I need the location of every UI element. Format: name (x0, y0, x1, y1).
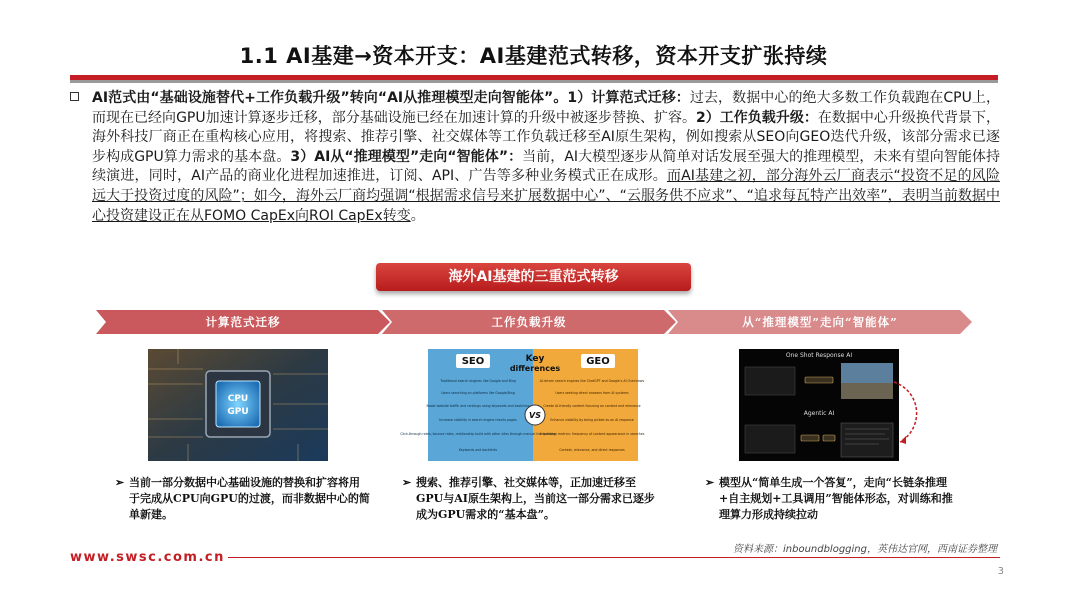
summary-paragraph (70, 89, 1000, 226)
chip-label-cpu: CPU (227, 394, 249, 404)
caption-workload (402, 475, 660, 523)
caption-workload-text: 搜索、推荐引擎、社交媒体等，正加速迁移至GPU与AI原生架构上，当前这一部分需求已逐步成为GPU需求的“基本盘”。 (416, 476, 655, 521)
seo-item-2: Users searching on platforms like Google/Bing (441, 391, 515, 395)
point-1-body: 过去，数据中心的绝大多数工作负载跑在CPU上，而现在已经向GPU加速计算逐步迁移，部分基础设施已经在加速计算的升级中被逐步替换、扩容。 (92, 90, 1000, 126)
point-3-heading: 3）AI从“推理模型”走向“智能体”： (290, 148, 523, 165)
chip-label-gpu: GPU (227, 407, 249, 417)
geo-item-4: Enhance visibility by being picked as an AI response (550, 418, 634, 422)
agentic-ai-image (739, 349, 899, 461)
square-bullet-icon (70, 92, 79, 101)
stage-label-agent: 从“推理模型”走向“智能体” (742, 315, 898, 329)
geo-item-2: Users seeking direct answers from AI systems (555, 391, 629, 395)
arrow-bullet-icon: ➢ (115, 476, 125, 489)
footer-url[interactable]: www.swsc.com.cn (70, 550, 225, 565)
seo-item-5: Click-through rates, bounce rates, relationship build with other sites through manual link building (400, 432, 556, 436)
caption-compute (115, 475, 370, 523)
differences-label: differences (509, 364, 561, 373)
stage-chevron-compute (96, 310, 390, 334)
point-1-heading: 1）计算范式迁移： (567, 90, 690, 106)
section-title-pill: 海外AI基建的三重范式转移 (376, 263, 691, 291)
key-label: Key (525, 354, 545, 364)
caption-agent-text: 模型从“简单生成一个答复”，走向“长链条推理+自主规划+工具调用”智能体形态，对训练和推理算力形成持续拉动 (719, 476, 953, 521)
point-2-heading: 2）工作负载升级： (696, 109, 818, 126)
cpu-gpu-chip-image (148, 349, 328, 461)
seo-geo-infographic (400, 349, 645, 461)
page-title: 1.1 AI基建→资本开支：AI基建范式转移，资本开支扩张持续 (239, 44, 828, 68)
stage-label-compute: 计算范式迁移 (205, 315, 281, 329)
arrow-bullet-icon: ➢ (402, 476, 412, 489)
caption-agent (705, 475, 963, 523)
seo-label: SEO (461, 356, 485, 367)
page-number: 3 (997, 566, 1004, 577)
summary-text (92, 89, 1000, 226)
footer-divider (228, 557, 1000, 558)
geo-item-5: Impression metrics: frequency of content appearance in searches (539, 432, 645, 436)
seo-item-1: Traditional search engines like Google and Bing (440, 379, 516, 383)
geo-label: GEO (586, 356, 610, 367)
one-shot-label: One Shot Response AI (785, 352, 853, 359)
title-underline-gray (70, 80, 998, 83)
stage-label-workload: 工作负载升级 (491, 315, 567, 329)
seo-item-3: Boost website traffic and rankings using keywords and backlinks (426, 404, 530, 408)
caption-compute-text: 当前一部分数据中心基础设施的替换和扩容将用于完成从CPU向GPU的过渡，而非数据中心的简单新建。 (129, 476, 370, 521)
agentic-ai-illustration (739, 349, 899, 461)
stage-chevron-agent (668, 310, 972, 334)
point-2-body: 在数据中心升级换代背景下，海外科技厂商正在重构核心应用，将搜索、推荐引擎、社交媒体等工作负载迁移至AI原生架构，例如搜索从SEO向GEO迭代升级，该部分需求已逐步构成GPU算力需求的基本盘。 (92, 109, 1000, 165)
capex-shift-statement: 而AI基建之初，部分海外云厂商表示“投资不足的风险远大于投资过度的风险”；如今，海外云厂商均强调“根据需求信号来扩展数据中心”、“云服务供不应求”、“追求每瓦特产出效率”，表明当前数据中心投资建设正在从FOMO CapEx向ROI CapEx转变 (92, 168, 1000, 224)
stage-chevron-workload (382, 310, 676, 334)
geo-item-6: Context, relevance, and direct responses (559, 448, 625, 452)
closing-period: 。 (410, 207, 425, 224)
geo-item-1: AI-driven search engines like ChatGPT and Google's AI Overviews (539, 379, 645, 383)
seo-vs-geo-image (400, 349, 645, 461)
seo-item-4: Increase visibility in search engine results pages (439, 418, 517, 422)
source-note: 资料来源：inboundblogging，英伟达官网，西南证券整理 (732, 544, 997, 555)
agentic-label: Agentic AI (803, 410, 835, 417)
geo-item-3: Create AI-friendly content focusing on context and relevance (543, 404, 641, 408)
seo-item-6: Keywords and backlinks (458, 448, 498, 452)
curved-arrow-icon (892, 378, 926, 448)
arrow-bullet-icon: ➢ (705, 476, 715, 489)
vs-label: VS (529, 411, 541, 420)
point-3-body: 当前，AI大模型逐步从简单对话发展至强大的推理模型，未来有望向智能体持续演进，同时，AI产品的商业化进程加速推进，订阅、API、广告等多种业务模式正在成形。 (92, 148, 1000, 185)
summary-lead: AI范式由“基础设施替代+工作负载升级”转向“AI从推理模型走向智能体”。 (92, 90, 568, 106)
chip-illustration (148, 349, 328, 461)
